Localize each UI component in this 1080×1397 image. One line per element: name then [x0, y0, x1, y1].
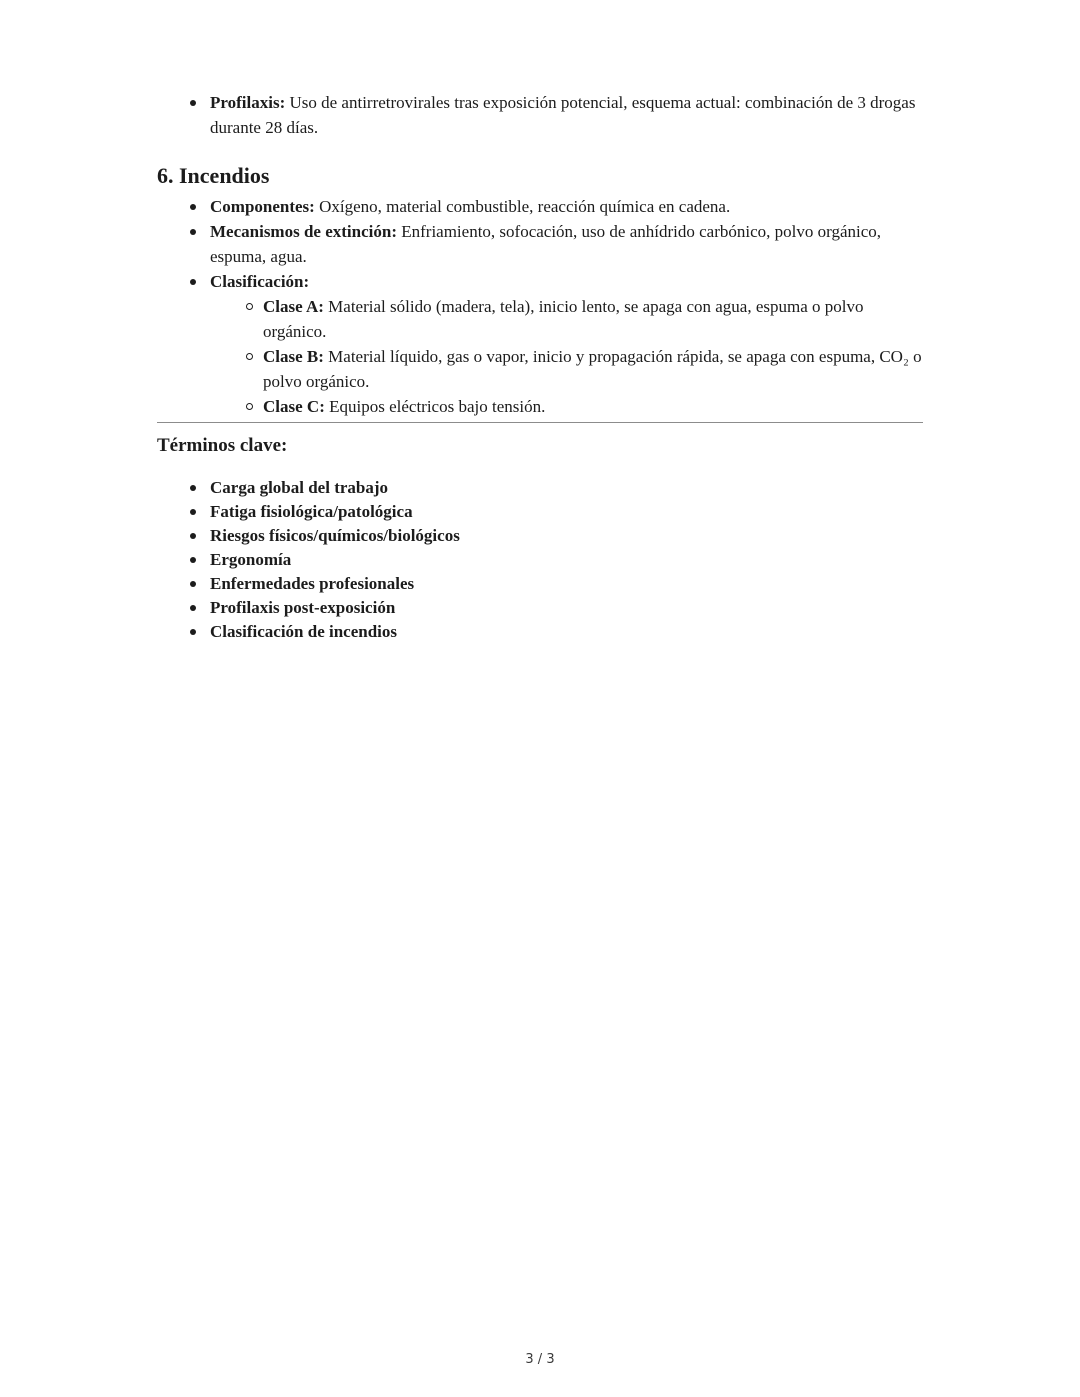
- list-item: [210, 548, 923, 572]
- list-item: [263, 394, 923, 419]
- term-text: Material líquido, gas o vapor, inicio y propagación rápida, se apaga con espuma, CO₂ o polvo orgánico.: [263, 347, 922, 391]
- term-label: Clase C:: [263, 397, 325, 416]
- list-item: [210, 500, 923, 524]
- prophylaxis-list: [157, 90, 923, 140]
- list-item: [210, 620, 923, 644]
- term-text: Equipos eléctricos bajo tensión.: [324, 397, 546, 416]
- section-heading-incendios: 6. Incendios: [157, 163, 270, 188]
- key-terms-list: [157, 476, 923, 644]
- document-content: [0, 0, 1080, 644]
- list-item: [210, 524, 923, 548]
- key-term: Carga global del trabajo: [210, 478, 389, 497]
- key-term: Fatiga fisiológica/patológica: [210, 502, 413, 521]
- term-text: Oxígeno, material combustible, reacción química en cadena.: [314, 197, 731, 216]
- term-label: Clase B:: [263, 347, 324, 366]
- list-item: [263, 344, 923, 394]
- section-divider: [157, 422, 923, 423]
- key-term: Riesgos físicos/químicos/biológicos: [210, 526, 460, 545]
- term-label: Mecanismos de extinción:: [210, 222, 397, 241]
- key-term: Enfermedades profesionales: [210, 574, 415, 593]
- term-text: Uso de antirretrovirales tras exposición potencial, esquema actual: combinación de 3 drogas durante 28 días.: [210, 93, 916, 137]
- list-item: [210, 90, 923, 140]
- incendios-list: [157, 194, 923, 419]
- term-label: Componentes:: [210, 197, 315, 216]
- term-text: Enfriamiento, sofocación, uso de anhídrido carbónico, polvo orgánico, espuma, agua.: [210, 222, 882, 266]
- term-label: Clasificación:: [210, 272, 310, 291]
- term-label: Clase A:: [263, 297, 324, 316]
- key-terms-heading: Términos clave:: [157, 435, 288, 456]
- list-item: [210, 269, 923, 419]
- list-item: [210, 596, 923, 620]
- list-item: [210, 219, 923, 269]
- clasificacion-sublist: [210, 294, 923, 419]
- list-item: [263, 294, 923, 344]
- key-term: Ergonomía: [210, 550, 292, 569]
- key-term: Clasificación de incendios: [210, 622, 398, 641]
- list-item: [210, 476, 923, 500]
- list-item: [210, 572, 923, 596]
- key-term: Profilaxis post-exposición: [210, 598, 396, 617]
- page-number: 3 / 3: [525, 1352, 555, 1367]
- list-item: [210, 194, 923, 219]
- term-label: Profilaxis:: [210, 93, 286, 112]
- term-text: Material sólido (madera, tela), inicio lento, se apaga con agua, espuma o polvo orgánico.: [263, 297, 864, 341]
